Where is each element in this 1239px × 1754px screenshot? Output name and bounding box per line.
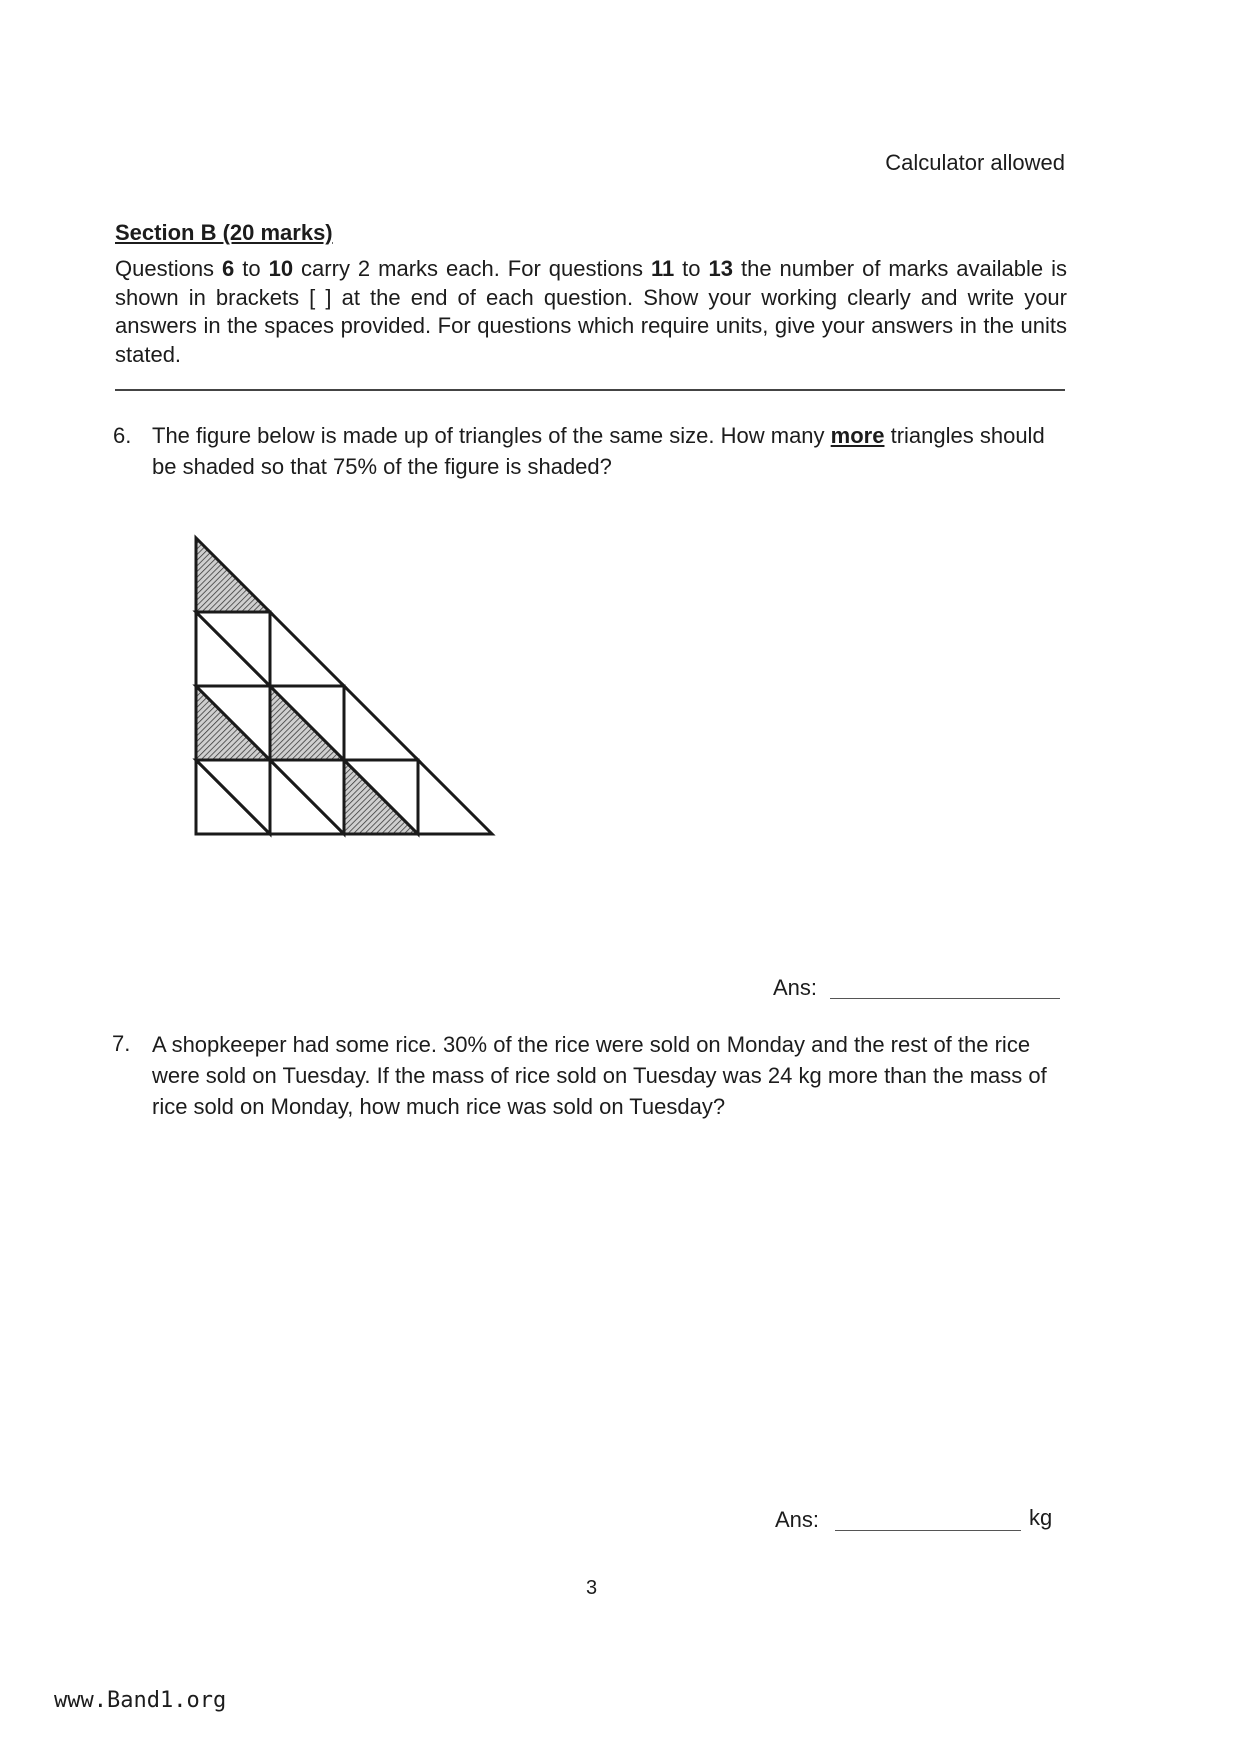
unshaded-triangle (344, 686, 418, 760)
triangle-figure (190, 530, 510, 850)
section-divider (115, 389, 1065, 391)
unshaded-triangle (418, 760, 492, 834)
question-7-text: A shopkeeper had some rice. 30% of the rice were sold on Monday and the rest of the rice were sold on Tuesday. If the mass of rice sold on Tuesday was 24 kg more than the mass of rice sold on Monday, how much rice was sold on Tuesday? (152, 1032, 1047, 1119)
question-6-number: 6. (113, 423, 132, 448)
unshaded-triangle (270, 612, 344, 686)
section-title: Section B (20 marks) (115, 220, 333, 245)
shaded-triangle (196, 538, 270, 612)
question-7-answer-label: Ans: (775, 1507, 820, 1532)
question-6-answer-label: Ans: (773, 975, 818, 1000)
question-6-answer-field[interactable] (830, 998, 1060, 999)
question-7-answer-field[interactable] (835, 1530, 1021, 1531)
question-6-text: The figure below is made up of triangles of the same size. How many more triangles should be shaded so that 75% of the figure is shaded? (152, 423, 1045, 479)
question-7-number: 7. (112, 1031, 131, 1056)
section-instructions: Questions 6 to 10 carry 2 marks each. For questions 11 to 13 the number of marks available is shown in brackets [ ] at the end of each question. Show your working clearly and write your answers in the spaces provided. For questions which require units, give your answers in the units stated. (115, 256, 1068, 367)
calculator-note: Calculator allowed (885, 150, 1065, 175)
page-number: 3 (586, 1577, 598, 1599)
question-7-answer-unit: kg (1029, 1505, 1053, 1530)
watermark: www.Band1.org (54, 1688, 227, 1713)
